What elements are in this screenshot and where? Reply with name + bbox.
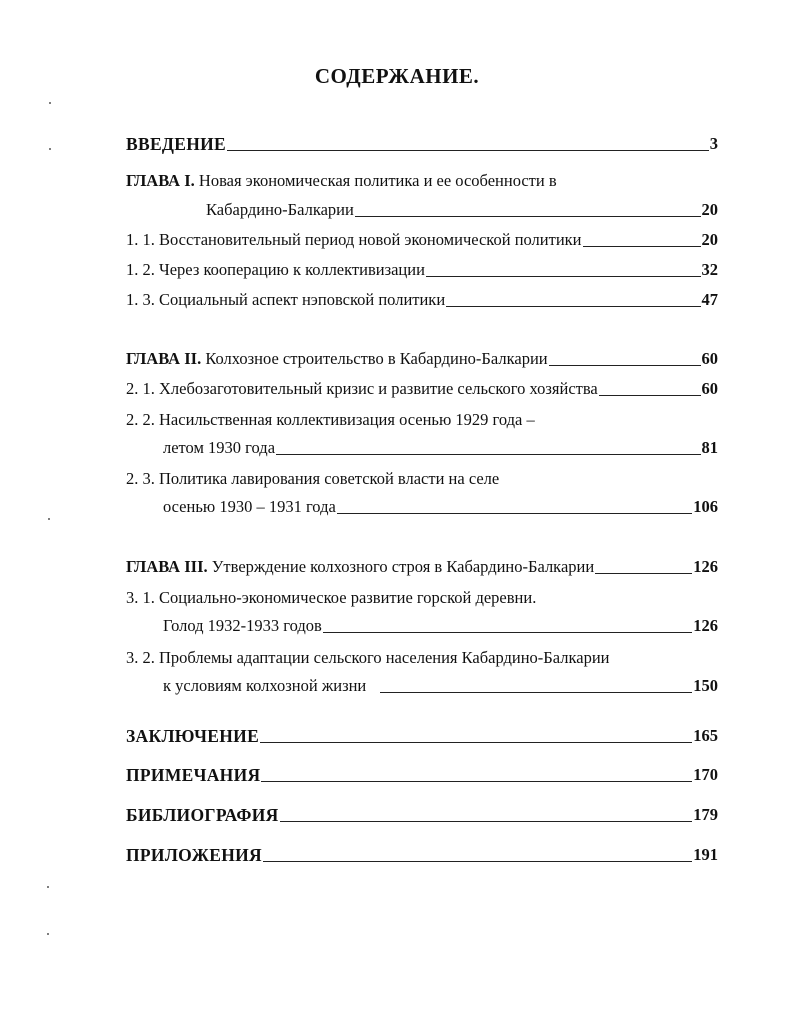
- toc-entry-section-1-1[interactable]: [126, 226, 718, 250]
- scan-speck: [49, 102, 51, 104]
- toc-entry-label: БИБЛИОГРАФИЯ: [126, 805, 279, 825]
- dot-leader: [337, 513, 692, 514]
- chapter-title: Утверждение колхозного строя в Кабардино-Балкарии: [211, 557, 595, 576]
- scan-speck: [49, 148, 51, 150]
- chapter-prefix: ГЛАВА I.: [126, 171, 195, 190]
- toc-entry-bibliography[interactable]: [126, 801, 718, 825]
- toc-page-number: 47: [701, 290, 718, 309]
- toc-entry-chapter-1[interactable]: [206, 196, 718, 220]
- section-3-2-heading[interactable]: 3. 2. Проблемы адаптации сельского населения Кабардино-Балкарии: [126, 648, 610, 667]
- toc-entry-chapter-2[interactable]: [126, 345, 718, 369]
- toc-entry-section-3-1[interactable]: [163, 612, 718, 636]
- toc-entry-label: 1. 2. Через кооперацию к коллективизации: [126, 260, 425, 279]
- toc-entry-section-1-3[interactable]: [126, 286, 718, 310]
- dot-leader: [426, 276, 701, 277]
- toc-entry-chapter-3[interactable]: [126, 553, 718, 577]
- toc-entry-label: ПРИМЕЧАНИЯ: [126, 765, 261, 785]
- toc-entry-label: 2. 1. Хлебозаготовительный кризис и развитие сельского хозяйства: [126, 379, 598, 398]
- scan-speck: [48, 518, 50, 520]
- toc-entry-label: ЗАКЛЮЧЕНИЕ: [126, 726, 260, 746]
- chapter-title: Новая экономическая политика и ее особенности в: [198, 171, 557, 190]
- section-2-3-heading[interactable]: 2. 3. Политика лавирования советской власти на селе: [126, 469, 500, 488]
- toc-entry-label: ВВЕДЕНИЕ: [126, 134, 227, 154]
- scan-speck: [47, 933, 49, 935]
- toc-entry-label: осенью 1930 – 1931 года: [163, 497, 336, 516]
- toc-page-number: 3: [709, 134, 718, 153]
- toc-entry-intro[interactable]: [126, 130, 718, 154]
- dot-leader: [583, 246, 701, 247]
- dot-leader: [549, 365, 701, 366]
- scan-speck: [47, 886, 49, 888]
- toc-page-number: 60: [701, 349, 718, 368]
- dot-leader: [280, 821, 693, 822]
- toc-page-number: 179: [693, 805, 718, 824]
- dot-leader: [260, 742, 692, 743]
- toc-entry-label: ПРИЛОЖЕНИЯ: [126, 845, 262, 865]
- dot-leader: [355, 216, 701, 217]
- toc-entry-section-1-2[interactable]: [126, 256, 718, 280]
- dot-leader: [227, 150, 709, 151]
- chapter-title-continued: Кабардино-Балкарии: [206, 200, 354, 219]
- toc-entry-label: 1. 3. Социальный аспект нэповской политики: [126, 290, 446, 309]
- toc-entry-section-2-1[interactable]: [126, 375, 718, 399]
- chapter-prefix: ГЛАВА II.: [126, 349, 202, 368]
- toc-page-number: 106: [693, 497, 718, 516]
- dot-leader: [380, 692, 692, 693]
- toc-entry-section-2-2[interactable]: [163, 434, 718, 458]
- toc-entry-label: Голод 1932-1933 годов: [163, 616, 322, 635]
- toc-page-number: 81: [701, 438, 718, 457]
- dot-leader: [599, 395, 701, 396]
- toc-entry-appendices[interactable]: [126, 841, 718, 865]
- toc-entry-label: [126, 557, 594, 577]
- section-3-1-heading[interactable]: 3. 1. Социально-экономическое развитие горской деревни.: [126, 588, 537, 607]
- toc-entry-label: [126, 349, 548, 369]
- dot-leader: [263, 861, 692, 862]
- toc-page-number: 126: [693, 616, 718, 635]
- toc-page-number: 191: [693, 845, 718, 864]
- toc-entry-section-3-2[interactable]: [163, 672, 718, 696]
- toc-entry-label: летом 1930 года: [163, 438, 276, 457]
- toc-entry-notes[interactable]: [126, 761, 718, 785]
- toc-page-number: 20: [701, 200, 718, 219]
- toc-page-number: 165: [693, 726, 718, 745]
- toc-page-number: 32: [701, 260, 718, 279]
- toc-page-number: 150: [693, 676, 718, 695]
- toc-page-number: 126: [693, 557, 718, 576]
- toc-entry-label: 1. 1. Восстановительный период новой экономической политики: [126, 230, 582, 249]
- section-2-2-heading[interactable]: 2. 2. Насильственная коллективизация осенью 1929 года –: [126, 410, 535, 429]
- toc-page-number: 20: [701, 230, 718, 249]
- dot-leader: [323, 632, 692, 633]
- chapter-prefix: ГЛАВА III.: [126, 557, 208, 576]
- toc-page-number: 60: [701, 379, 718, 398]
- toc-page-number: 170: [693, 765, 718, 784]
- toc-entry-label: к условиям колхозной жизни: [163, 676, 367, 695]
- dot-leader: [446, 306, 700, 307]
- dot-leader: [276, 454, 700, 455]
- chapter-1-heading[interactable]: [126, 171, 557, 191]
- toc-entry-conclusion[interactable]: [126, 722, 718, 746]
- page-title: СОДЕРЖАНИЕ.: [314, 64, 480, 88]
- toc-entry-section-2-3[interactable]: [163, 493, 718, 517]
- chapter-title: Колхозное строительство в Кабардино-Балкарии: [205, 349, 548, 368]
- dot-leader: [261, 781, 692, 782]
- dot-leader: [595, 573, 692, 574]
